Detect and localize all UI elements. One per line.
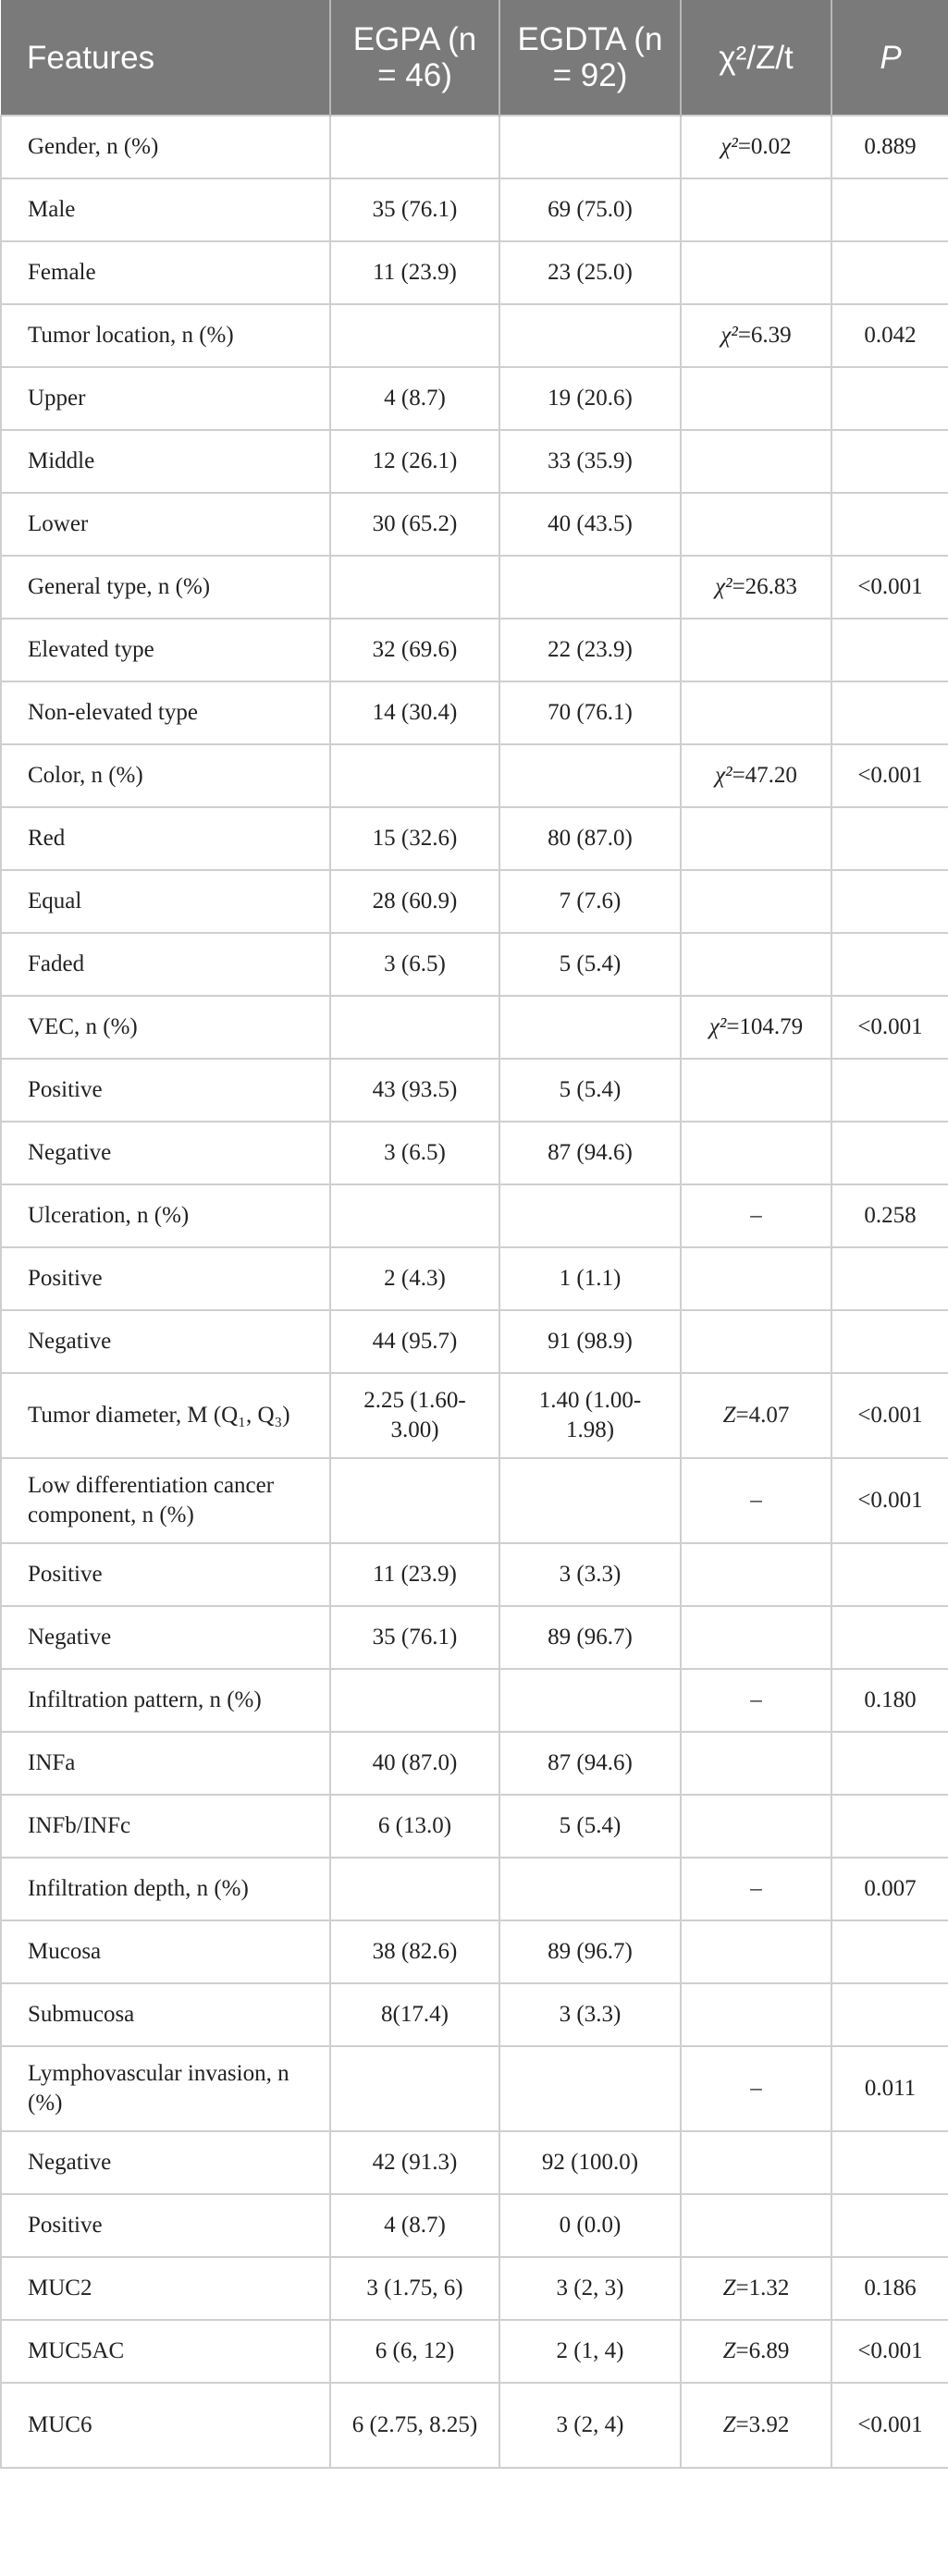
egdta-cell: [499, 1858, 681, 1920]
stat-cell: [681, 178, 831, 241]
egpa-cell: [330, 1858, 499, 1920]
stat-cell: [681, 870, 831, 933]
feature-cell: Color, n (%): [1, 744, 330, 807]
stat-symbol: Z: [722, 2412, 736, 2437]
p-value-cell: [831, 1059, 948, 1122]
p-value-cell: [831, 2194, 948, 2257]
p-value-cell: [831, 870, 948, 933]
p-value-cell: [831, 430, 948, 493]
stat-cell: [681, 1543, 831, 1606]
p-value-cell: [831, 1122, 948, 1184]
p-value-cell: <0.001: [831, 1458, 948, 1543]
stat-cell: [681, 1458, 831, 1543]
header-p: P: [831, 0, 948, 116]
egpa-cell: [330, 556, 499, 619]
egpa-cell: 3 (1.75, 6): [330, 2257, 499, 2320]
table-row: [1, 1920, 948, 1983]
egpa-cell: 35 (76.1): [330, 178, 499, 241]
table-row: [1, 2257, 948, 2320]
stat-symbol: χ²: [715, 574, 733, 599]
stat-cell: [681, 304, 831, 367]
stat-value: –: [750, 1876, 762, 1901]
feature-cell: Ulceration, n (%): [1, 1184, 330, 1247]
egpa-cell: 44 (95.7): [330, 1310, 499, 1373]
feature-cell: Faded: [1, 933, 330, 996]
table-row: [1, 1247, 948, 1310]
egdta-cell: [499, 1458, 681, 1543]
stat-cell: [681, 1858, 831, 1920]
egpa-cell: 28 (60.9): [330, 870, 499, 933]
feature-cell: Non-elevated type: [1, 681, 330, 744]
table-row: [1, 430, 948, 493]
egpa-cell: 42 (91.3): [330, 2131, 499, 2194]
table-row: [1, 1122, 948, 1184]
table-row: [1, 1310, 948, 1373]
stat-cell: [681, 2383, 831, 2468]
table-row: [1, 2131, 948, 2194]
stat-cell: [681, 1606, 831, 1669]
egpa-cell: 3 (6.5): [330, 933, 499, 996]
stat-cell: [681, 2131, 831, 2194]
p-value-cell: 0.889: [831, 116, 948, 178]
stat-value: –: [750, 1203, 762, 1228]
egdta-cell: 3 (2, 3): [499, 2257, 681, 2320]
feature-cell: Mucosa: [1, 1920, 330, 1983]
table-row: [1, 619, 948, 681]
table-row: [1, 1983, 948, 2046]
feature-cell: Infiltration pattern, n (%): [1, 1669, 330, 1732]
p-value-cell: 0.011: [831, 2046, 948, 2131]
table-row: [1, 304, 948, 367]
p-value-cell: [831, 241, 948, 304]
header-egpa: EGPA (n = 46): [330, 0, 499, 116]
egpa-cell: [330, 1669, 499, 1732]
stat-cell: [681, 681, 831, 744]
feature-cell: MUC2: [1, 2257, 330, 2320]
egdta-cell: 5 (5.4): [499, 1795, 681, 1858]
egdta-cell: 33 (35.9): [499, 430, 681, 493]
egdta-cell: [499, 1669, 681, 1732]
stat-cell: [681, 1122, 831, 1184]
egdta-cell: 3 (3.3): [499, 1983, 681, 2046]
stat-cell: [681, 493, 831, 556]
stat-symbol: χ²: [720, 134, 738, 159]
table-row: [1, 2383, 948, 2468]
table-row: [1, 178, 948, 241]
stat-cell: [681, 1310, 831, 1373]
table-row: [1, 1059, 948, 1122]
feature-cell: Positive: [1, 1543, 330, 1606]
egdta-cell: 89 (96.7): [499, 1920, 681, 1983]
egpa-cell: 38 (82.6): [330, 1920, 499, 1983]
egpa-cell: [330, 1184, 499, 1247]
egdta-cell: 89 (96.7): [499, 1606, 681, 1669]
table-row: [1, 2194, 948, 2257]
table-row: [1, 1669, 948, 1732]
feature-cell: Submucosa: [1, 1983, 330, 2046]
stat-value: =1.32: [735, 2275, 790, 2300]
table-row: [1, 1795, 948, 1858]
egpa-cell: 30 (65.2): [330, 493, 499, 556]
egdta-cell: 19 (20.6): [499, 367, 681, 430]
p-value-cell: [831, 178, 948, 241]
feature-cell: Infiltration depth, n (%): [1, 1858, 330, 1920]
stat-cell: [681, 1184, 831, 1247]
feature-cell: Negative: [1, 1122, 330, 1184]
egpa-cell: 4 (8.7): [330, 2194, 499, 2257]
egpa-cell: 11 (23.9): [330, 1543, 499, 1606]
feature-cell: VEC, n (%): [1, 996, 330, 1059]
stat-cell: [681, 367, 831, 430]
egpa-cell: [330, 304, 499, 367]
table-row: [1, 1543, 948, 1606]
egdta-cell: 5 (5.4): [499, 933, 681, 996]
stat-cell: [681, 807, 831, 870]
p-value-cell: <0.001: [831, 2320, 948, 2383]
egdta-cell: 7 (7.6): [499, 870, 681, 933]
stat-symbol: Z: [722, 1403, 736, 1428]
table-row: [1, 870, 948, 933]
feature-cell: Gender, n (%): [1, 116, 330, 178]
egdta-cell: [499, 2046, 681, 2131]
egpa-cell: 4 (8.7): [330, 367, 499, 430]
feature-cell: Female: [1, 241, 330, 304]
p-value-cell: <0.001: [831, 744, 948, 807]
stat-value: =104.79: [726, 1014, 804, 1039]
egdta-cell: 5 (5.4): [499, 1059, 681, 1122]
egpa-cell: 6 (6, 12): [330, 2320, 499, 2383]
table-row: [1, 2046, 948, 2131]
egpa-cell: 2.25 (1.60- 3.00): [330, 1373, 499, 1458]
feature-cell: Positive: [1, 1247, 330, 1310]
feature-cell: Elevated type: [1, 619, 330, 681]
table-row: [1, 1458, 948, 1543]
egdta-cell: [499, 996, 681, 1059]
header-features: Features: [1, 0, 330, 116]
stat-cell: [681, 933, 831, 996]
p-value-cell: [831, 1247, 948, 1310]
table-row: [1, 1732, 948, 1795]
table-row: [1, 556, 948, 619]
stat-cell: [681, 1669, 831, 1732]
feature-cell: Negative: [1, 1310, 330, 1373]
feature-cell: Male: [1, 178, 330, 241]
egdta-cell: 2 (1, 4): [499, 2320, 681, 2383]
p-value-cell: <0.001: [831, 996, 948, 1059]
table-row: [1, 241, 948, 304]
stat-value: =0.02: [737, 134, 792, 159]
egdta-cell: 22 (23.9): [499, 619, 681, 681]
table-row: [1, 681, 948, 744]
egpa-cell: 35 (76.1): [330, 1606, 499, 1669]
feature-cell: Positive: [1, 1059, 330, 1122]
egdta-cell: [499, 304, 681, 367]
stat-value: =3.92: [735, 2412, 790, 2437]
egdta-cell: 0 (0.0): [499, 2194, 681, 2257]
stat-cell: [681, 2320, 831, 2383]
egdta-cell: 1.40 (1.00- 1.98): [499, 1373, 681, 1458]
stat-cell: [681, 1920, 831, 1983]
header-row: [1, 0, 948, 116]
feature-cell: Tumor diameter, M (Q₁, Q₃): [1, 1373, 330, 1458]
stat-cell: [681, 116, 831, 178]
p-value-cell: 0.258: [831, 1184, 948, 1247]
feature-cell: Middle: [1, 430, 330, 493]
header-egdta: EGDTA (n = 92): [499, 0, 681, 116]
stat-symbol: χ²: [720, 323, 738, 348]
feature-cell: MUC5AC: [1, 2320, 330, 2383]
egpa-cell: [330, 2046, 499, 2131]
feature-cell: INFb/INFc: [1, 1795, 330, 1858]
p-value-cell: 0.042: [831, 304, 948, 367]
stat-cell: [681, 2194, 831, 2257]
egdta-cell: 1 (1.1): [499, 1247, 681, 1310]
egpa-cell: 8(17.4): [330, 1983, 499, 2046]
stat-cell: [681, 744, 831, 807]
feature-cell: Lymphovascular invasion, n (%): [1, 2046, 330, 2131]
stat-cell: [681, 2257, 831, 2320]
table-row: [1, 807, 948, 870]
p-value-cell: 0.186: [831, 2257, 948, 2320]
egdta-cell: 69 (75.0): [499, 178, 681, 241]
egpa-cell: 15 (32.6): [330, 807, 499, 870]
feature-cell: Tumor location, n (%): [1, 304, 330, 367]
egpa-cell: 6 (2.75, 8.25): [330, 2383, 499, 2468]
table-row: [1, 2320, 948, 2383]
egpa-cell: 32 (69.6): [330, 619, 499, 681]
p-value-cell: [831, 2131, 948, 2194]
table-body: [1, 116, 948, 2468]
stat-symbol: χ²: [708, 1014, 727, 1039]
feature-cell: Negative: [1, 1606, 330, 1669]
egdta-cell: [499, 1184, 681, 1247]
table-row: [1, 493, 948, 556]
egdta-cell: [499, 744, 681, 807]
table-row: [1, 1858, 948, 1920]
stat-symbol: χ²: [715, 763, 733, 788]
egpa-cell: [330, 116, 499, 178]
p-value-cell: [831, 1920, 948, 1983]
egpa-cell: [330, 744, 499, 807]
stat-cell: [681, 1373, 831, 1458]
header-stat: χ²/Z/t: [681, 0, 831, 116]
feature-cell: INFa: [1, 1732, 330, 1795]
egpa-cell: 6 (13.0): [330, 1795, 499, 1858]
p-value-cell: [831, 1732, 948, 1795]
p-value-cell: [831, 681, 948, 744]
feature-cell: Positive: [1, 2194, 330, 2257]
stat-symbol: Z: [722, 2275, 736, 2300]
egdta-cell: 87 (94.6): [499, 1732, 681, 1795]
stat-cell: [681, 241, 831, 304]
p-value-cell: <0.001: [831, 1373, 948, 1458]
feature-cell: Negative: [1, 2131, 330, 2194]
table-row: [1, 933, 948, 996]
egpa-cell: 11 (23.9): [330, 241, 499, 304]
egpa-cell: 43 (93.5): [330, 1059, 499, 1122]
egdta-cell: 91 (98.9): [499, 1310, 681, 1373]
egpa-cell: 14 (30.4): [330, 681, 499, 744]
feature-cell: Lower: [1, 493, 330, 556]
feature-cell: Equal: [1, 870, 330, 933]
egpa-cell: [330, 1458, 499, 1543]
p-value-cell: [831, 1606, 948, 1669]
feature-cell: Red: [1, 807, 330, 870]
p-value-cell: <0.001: [831, 2383, 948, 2468]
p-value-cell: [831, 1543, 948, 1606]
p-value-cell: [831, 1310, 948, 1373]
stat-value: =26.83: [732, 574, 797, 599]
egdta-cell: 87 (94.6): [499, 1122, 681, 1184]
stat-cell: [681, 2046, 831, 2131]
stat-symbol: Z: [722, 2338, 736, 2363]
p-value-cell: [831, 1983, 948, 2046]
p-value-cell: [831, 367, 948, 430]
egdta-cell: 40 (43.5): [499, 493, 681, 556]
stat-cell: [681, 430, 831, 493]
egdta-cell: 3 (3.3): [499, 1543, 681, 1606]
stat-value: –: [750, 1488, 762, 1513]
egdta-cell: 92 (100.0): [499, 2131, 681, 2194]
stat-cell: [681, 619, 831, 681]
egpa-cell: 40 (87.0): [330, 1732, 499, 1795]
table-row: [1, 744, 948, 807]
p-value-cell: [831, 493, 948, 556]
stat-cell: [681, 1795, 831, 1858]
feature-cell: MUC6: [1, 2383, 330, 2468]
stat-value: =6.39: [737, 323, 792, 348]
p-value-cell: 0.007: [831, 1858, 948, 1920]
table-row: [1, 996, 948, 1059]
p-value-cell: [831, 1795, 948, 1858]
p-value-cell: 0.180: [831, 1669, 948, 1732]
egpa-cell: 3 (6.5): [330, 1122, 499, 1184]
stat-value: –: [750, 1687, 762, 1712]
egdta-cell: 23 (25.0): [499, 241, 681, 304]
table-row: [1, 1606, 948, 1669]
stat-value: =47.20: [732, 763, 797, 788]
stat-value: =6.89: [735, 2338, 790, 2363]
stat-value: –: [750, 2076, 762, 2101]
egpa-cell: 12 (26.1): [330, 430, 499, 493]
egpa-cell: [330, 996, 499, 1059]
stat-cell: [681, 1059, 831, 1122]
stat-value: =4.07: [735, 1403, 790, 1428]
stat-cell: [681, 1983, 831, 2046]
stat-cell: [681, 996, 831, 1059]
table-row: [1, 1373, 948, 1458]
feature-cell: General type, n (%): [1, 556, 330, 619]
p-value-cell: [831, 619, 948, 681]
stat-cell: [681, 1732, 831, 1795]
table-row: [1, 1184, 948, 1247]
p-value-cell: <0.001: [831, 556, 948, 619]
feature-cell: Low differentiation cancer component, n (%): [1, 1458, 330, 1543]
stat-cell: [681, 1247, 831, 1310]
egdta-cell: [499, 556, 681, 619]
egdta-cell: 70 (76.1): [499, 681, 681, 744]
feature-cell: Upper: [1, 367, 330, 430]
egpa-cell: 2 (4.3): [330, 1247, 499, 1310]
table-row: [1, 116, 948, 178]
egdta-cell: [499, 116, 681, 178]
stat-cell: [681, 556, 831, 619]
egdta-cell: 3 (2, 4): [499, 2383, 681, 2468]
p-value-cell: [831, 807, 948, 870]
table-row: [1, 367, 948, 430]
egdta-cell: 80 (87.0): [499, 807, 681, 870]
p-value-cell: [831, 933, 948, 996]
